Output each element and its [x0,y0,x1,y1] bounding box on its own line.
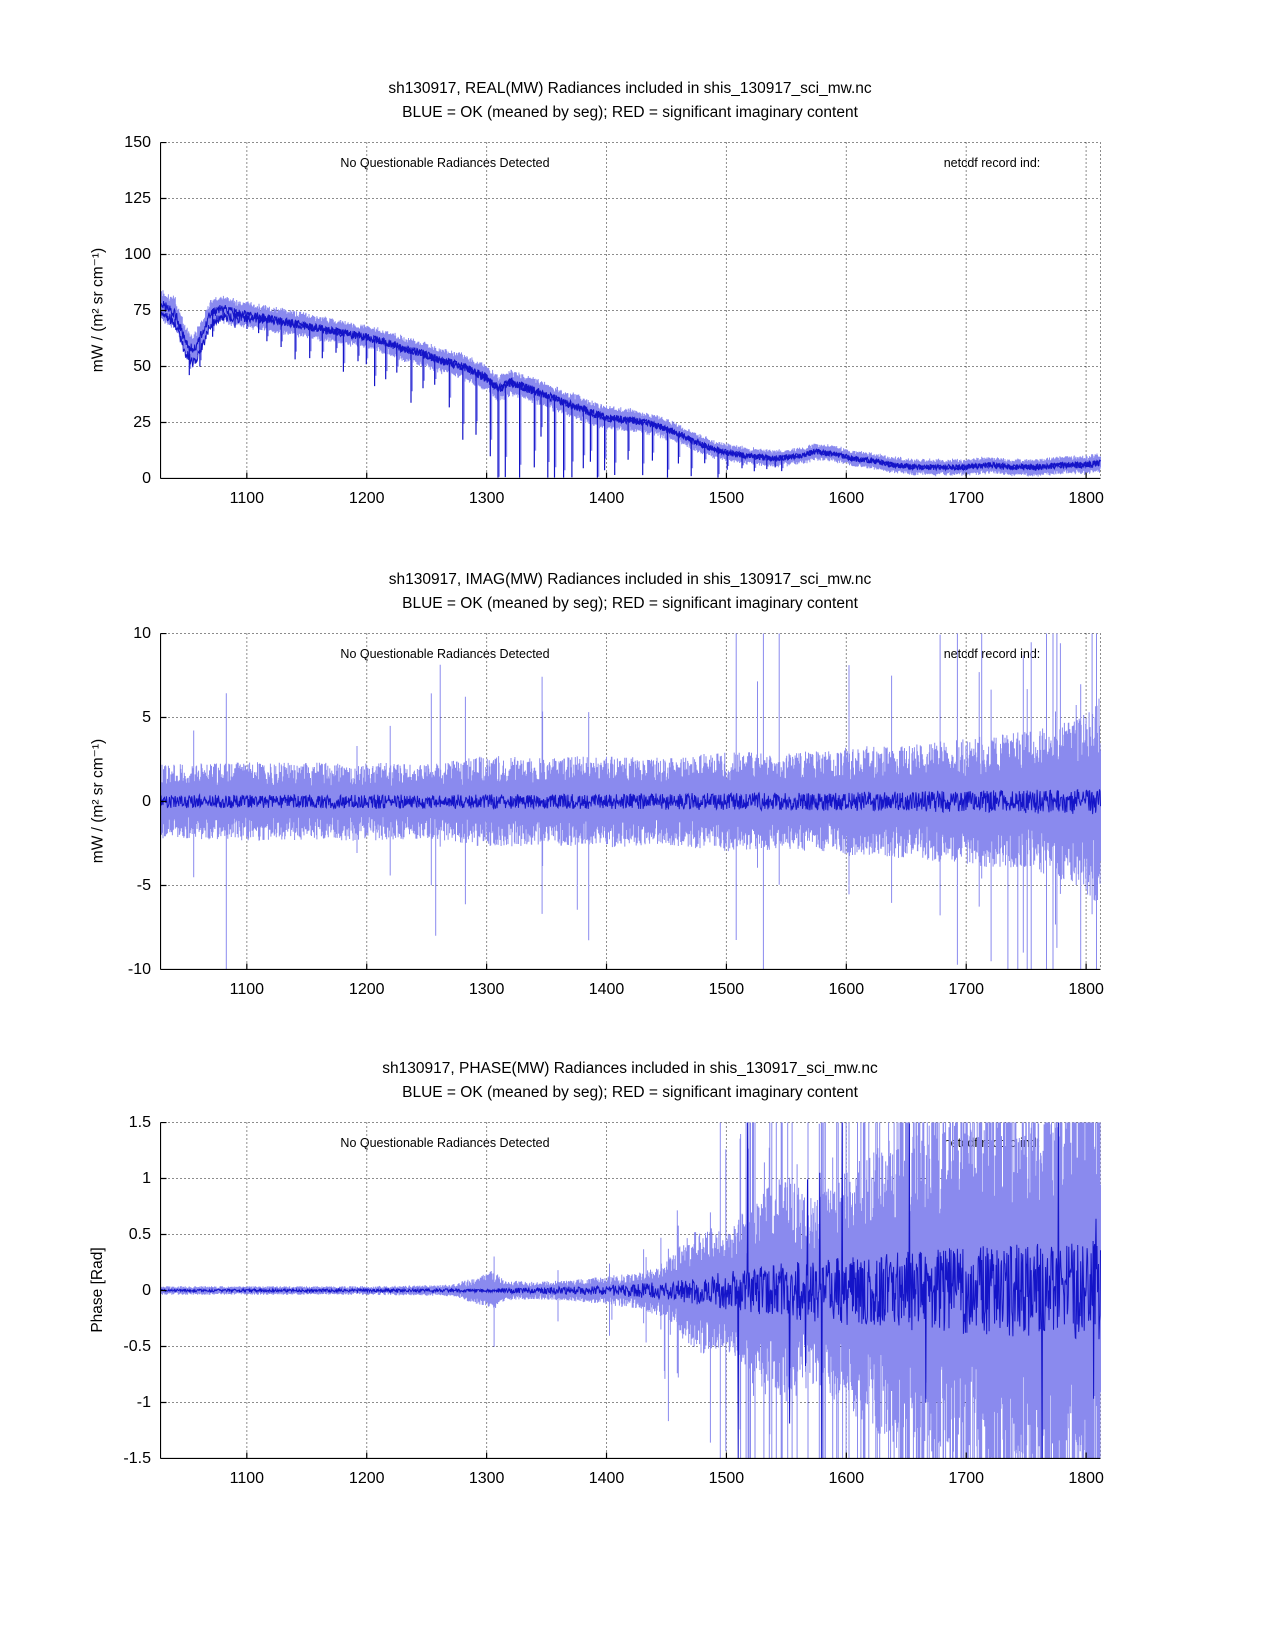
phase-plot-subtitle: BLUE = OK (meaned by seg); RED = significant imaginary content [402,1084,858,1101]
real-chart-canvas [160,142,1101,479]
x-tick-label: 1700 [948,1470,984,1487]
x-tick-label: 1700 [948,490,984,507]
x-tick-label: 1400 [588,981,625,998]
phase-plot-annotation-netcdf: netcdf record ind: [943,1136,1041,1150]
imag-plot-subtitle: BLUE = OK (meaned by seg); RED = significant imaginary content [402,595,858,612]
y-tick-label: -10 [127,960,151,978]
real-plot-annotation-no-questionable: No Questionable Radiances Detected [340,156,550,170]
y-tick-label: 100 [124,245,151,263]
y-tick-label: 0 [142,792,151,810]
real-plot-title: sh130917, REAL(MW) Radiances included in shis_130917_sci_mw.nc [388,80,872,97]
y-tick-label: -1.5 [123,1449,151,1467]
imag-radiance-plot [89,571,1104,998]
y-tick-label: 1.5 [128,1113,151,1131]
imag-plot-annotation-netcdf: netcdf record ind: [943,647,1041,661]
y-tick-label: 125 [124,189,151,207]
y-tick-label: -1 [136,1393,151,1411]
imag-chart-canvas [160,633,1101,970]
real-plot-annotation-netcdf: netcdf record ind: [943,156,1041,170]
imag-plot-y-axis-label: mW / (m² sr cm⁻¹) [89,738,107,864]
y-tick-label: 0 [142,469,151,487]
real-radiance-plot [89,80,1104,507]
phase-chart-canvas [160,1122,1101,1459]
real-plot-subtitle: BLUE = OK (meaned by seg); RED = significant imaginary content [402,104,858,121]
x-tick-label: 1100 [229,490,265,507]
x-tick-label: 1200 [348,981,385,998]
y-tick-label: 5 [142,708,151,726]
y-tick-label: 0.5 [128,1225,151,1243]
y-tick-label: 10 [133,624,151,642]
y-tick-label: -0.5 [123,1337,151,1355]
y-tick-label: -5 [136,876,151,894]
imag-plot-annotation-no-questionable: No Questionable Radiances Detected [340,647,550,661]
x-tick-label: 1600 [828,490,865,507]
phase-plot-title: sh130917, PHASE(MW) Radiances included in shis_130917_sci_mw.nc [382,1060,878,1077]
x-tick-label: 1300 [468,490,505,507]
x-tick-label: 1400 [588,1470,625,1487]
real-plot-y-axis-label: mW / (m² sr cm⁻¹) [89,247,107,373]
y-tick-label: 0 [142,1281,151,1299]
phase-plot-annotation-no-questionable: No Questionable Radiances Detected [340,1136,550,1150]
x-tick-label: 1500 [708,490,745,507]
x-tick-label: 1800 [1068,490,1104,507]
x-tick-label: 1500 [708,1470,745,1487]
x-tick-label: 1400 [588,490,625,507]
y-tick-label: 1 [142,1169,151,1187]
x-tick-label: 1800 [1068,1470,1104,1487]
x-tick-label: 1500 [708,981,745,998]
imag-plot-title: sh130917, IMAG(MW) Radiances included in shis_130917_sci_mw.nc [388,571,872,588]
phase-plot-y-axis-label: Phase [Rad] [89,1247,106,1333]
x-tick-label: 1600 [828,1470,865,1487]
y-tick-label: 25 [133,413,151,431]
x-tick-label: 1200 [348,1470,385,1487]
y-tick-label: 150 [124,133,151,151]
x-tick-label: 1600 [828,981,865,998]
x-tick-label: 1100 [229,981,265,998]
x-tick-label: 1100 [229,1470,265,1487]
x-tick-label: 1700 [948,981,984,998]
y-tick-label: 75 [133,301,151,319]
x-tick-label: 1300 [468,981,505,998]
x-tick-label: 1300 [468,1470,505,1487]
x-tick-label: 1200 [348,490,385,507]
y-tick-label: 50 [133,357,151,375]
x-tick-label: 1800 [1068,981,1104,998]
phase-plot [89,1060,1104,1487]
